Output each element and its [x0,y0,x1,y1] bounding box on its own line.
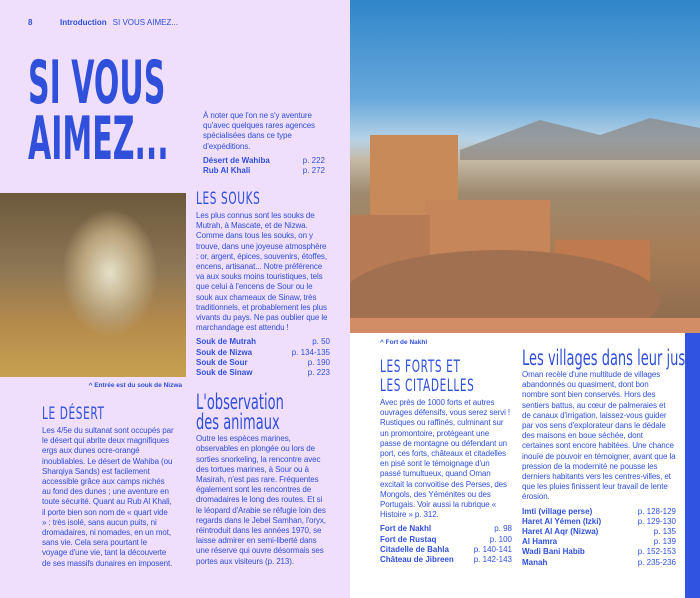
animals-heading: L'observation des animaux [196,390,284,435]
forts-column [380,339,512,565]
souks-section: LES SOUKS Les plus connus sont les souks de Mutrah, à Mascate, et de Nizwa. Comme dans tous les souks, on y trouve, dans une joyeuse atmosphère : or, argent, épices, souvenirs, étoffes, encens, artisanat... Notre préférence va aux souks moins touristiques, tels que celui à l'encens de Sour ou le souk aux chameaux de Sinaw, très traditionnels, et probablement les plus vivants du pays. Ne pas oublier que le marchandage est attendu ! Souk de Mutrah p. 50 Souk de Nizwa p. 134-135 Souk de Sour p. 190 Souk de Sinaw p. 223 [196,189,330,378]
ref-row: Château de Jibreen p. 142-143 [380,555,512,565]
running-header-section: Introduction [60,18,107,27]
fort-illustration [350,0,700,333]
desert-column: ^ Entrée est du souk de Nizwa LE DÉSERT Les 4/5e du sultanat sont occupés par le désert qui abrite deux magnifiques ergs aux dunes ocre-orangé inoubliables. Le désert de Wahiba (ou Sharqiya Sands) est facilement accessible grâce aux camps nichés au fond des dunes ; une aventure en toute sécurité. Quant au Rub Al Khali, il porte bien son nom de « quart vide » : très isolé, sans aucun puits, ni dromadaires, ni nomades, en un mot, sans vie. Cela sera pourtant le voyage d'une vie, tant la découverte de ses massifs dunaires en imposent. [42,382,182,568]
ref-row: Imti (village perse) p. 128-129 [522,506,676,516]
fort-caption: ^ Fort de Nakhl [380,339,428,346]
desert-note: À noter que l'on ne s'y aventure qu'avec quelques rares agences spécialisées dans ce type d'expéditions. Désert de Wahiba p. 222 Rub Al Khali p. 272 [203,111,325,176]
forts-heading: LES FORTS ET LES CITADELLES [380,357,475,396]
ref-row: Haret Al Yémen (Izki) p. 129-130 [522,516,676,526]
ref-row: Souk de Mutrah p. 50 [196,337,330,347]
villages-heading: Les villages dans leur jus [522,346,686,370]
souk-caption: ^ Entrée est du souk de Nizwa [88,382,182,389]
running-header [28,18,178,27]
ref-row: Rub Al Khali p. 272 [203,166,325,176]
animals-section: L'observation des animaux Outre les espèces marines, observables en plongée ou lors de sorties snorkeling, la rencontre avec des tortues marines, à Sour ou à Masirah, n'est pas rare. Fréquentes également sont les rencontres de dromadaires le long des routes. Et si le léopard d'Arabie se réfugie loin des regards dans le Jebel Samhan, l'oryx, réintroduit dans les années 1970, se laisse admirer en semi-liberté dans une réserve qui ouvre désormais ses portes aux visiteurs (p. 213). [196,390,326,566]
ref-row: Al Hamra p. 139 [522,537,676,547]
ref-row: Souk de Sinaw p. 223 [196,368,330,378]
ref-row: Fort de Nakhl p. 98 [380,524,512,534]
ref-row: Souk de Sour p. 190 [196,357,330,367]
running-header-subsection: SI VOUS AIMEZ... [112,18,179,27]
ref-row: Fort de Rustaq p. 100 [380,534,512,544]
fort-photo [350,0,700,333]
desert-heading: LE DÉSERT [42,404,105,424]
ref-row: Souk de Nizwa p. 134-135 [196,347,330,357]
souk-photo [0,193,186,377]
page-title: SI VOUS AIMEZ... [28,48,169,174]
ref-row: Haret Al Aqr (Nizwa) p. 135 [522,527,676,537]
forts-section: LES FORTS ET LES CITADELLES Avec près de 1000 forts et autres ouvrages défensifs, vous serez servi ! Rustiques ou raffinés, culminant sur un promontoire, protégeant une passe de montagne ou défendant un port, ces forts, châteaux et citadelles en pisé sont le témoignage d'un passé tumultueux, quand Oman excitait la convoitise des Perses, des Mongols, des Yéménites ou des Portugais. Voir aussi la rubrique « Histoire » p. 312. Fort de Nakhl p. 98 Fort de Rustaq p. 100 Citadelle de Bahla p. 140-141 Château de Jibreen p. 142-143 [380,357,512,565]
souks-heading: LES SOUKS [196,189,261,209]
villages-section: Les villages dans leur jus Oman recèle d'une multitude de villages abandonnés ou quasiment, dont bon nombre sont bien conservés. Hors des sentiers battus, au cœur de palmeraies et de canaux d'irrigation, laissez-vous guider par vos sens d'explorateur dans le dédale des maisons en boue séchée, dont certaines sont encore habitées. Une chance inouïe de pouvoir en témoigner, avant que la pression de la modernité ne pousse les derniers habitants vers les centres-villes, et que les pluies finissent leur travail de lente érosion. Imti (village perse) p. 128-129 Haret Al Yémen (Izki) p. 129-130 Haret Al Aqr (Nizwa) p. 135 Al Hamra p. 139 Wadi Bani Habib p. 152-153 Manah p. 235-236 [522,346,686,567]
ref-row: Désert de Wahiba p. 222 [203,155,325,165]
ref-row: Wadi Bani Habib p. 152-153 [522,547,676,557]
ref-row: Citadelle de Bahla p. 140-141 [380,544,512,554]
accent-strip [685,333,700,598]
page-number: 8 [28,18,33,27]
middle-column [196,190,330,567]
ref-row: Manah p. 235-236 [522,557,676,567]
